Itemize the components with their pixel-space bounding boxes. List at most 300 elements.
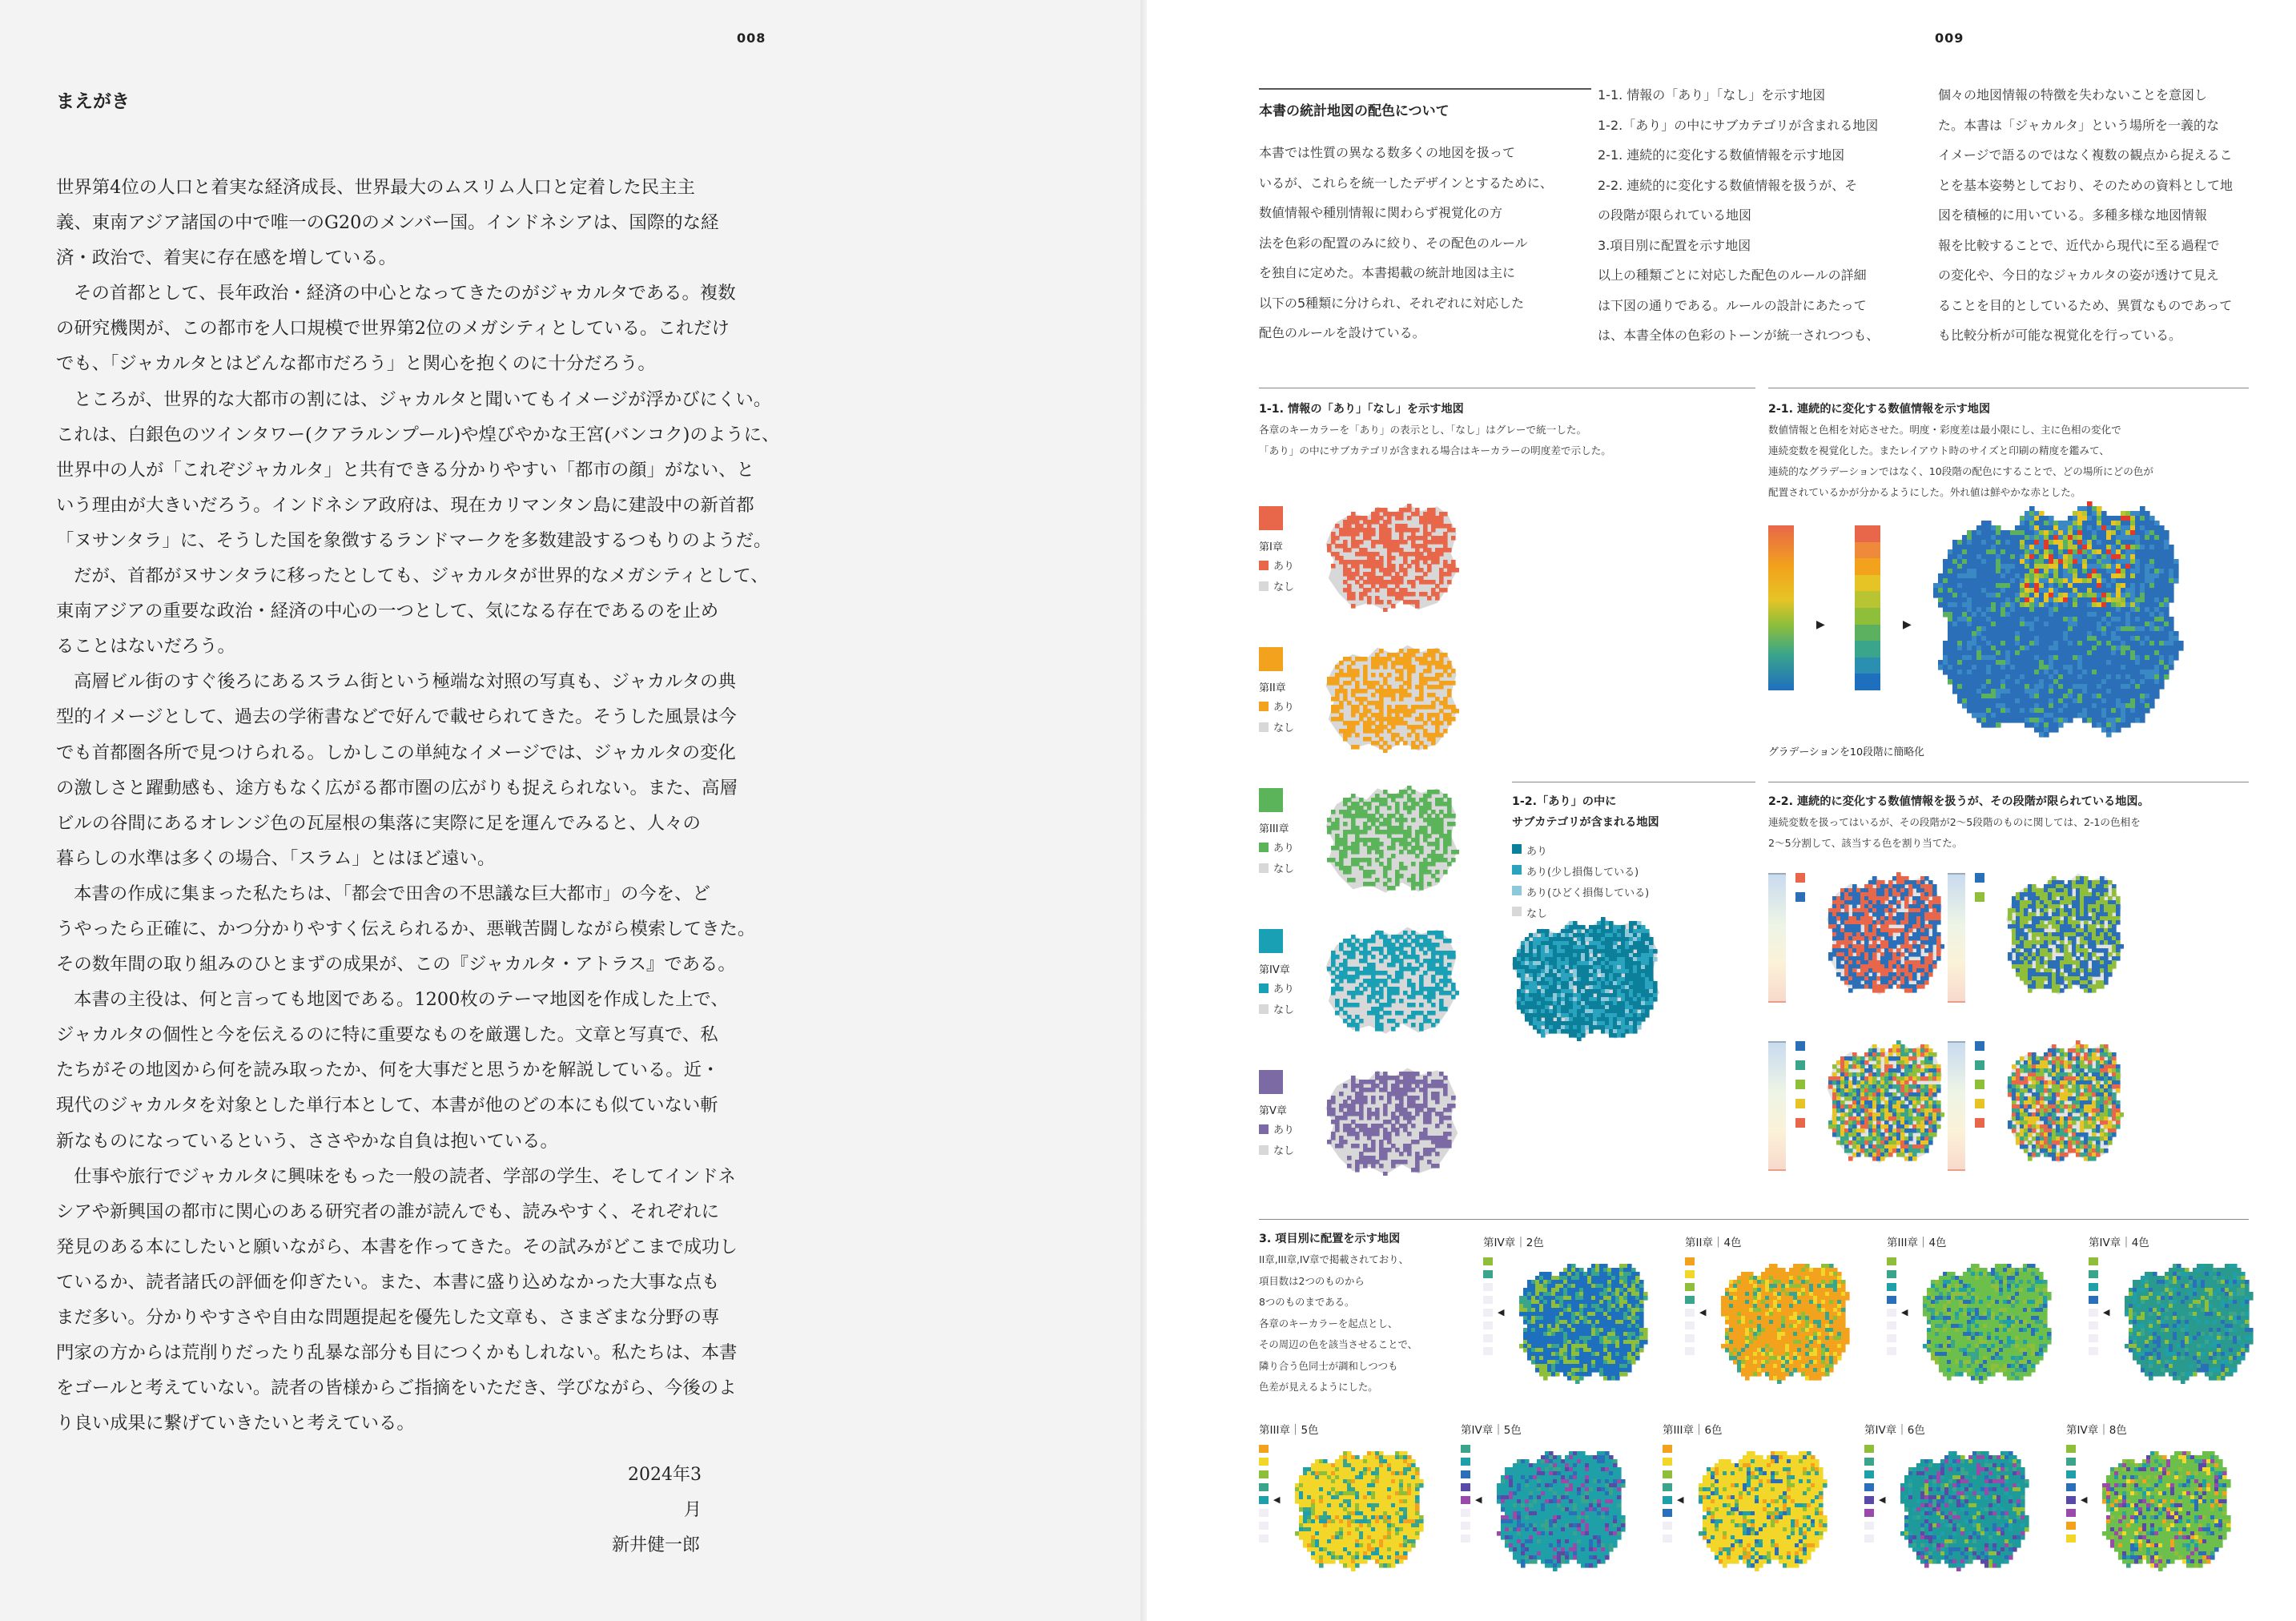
- text-line: 配置されているかが分かるようにした。外れ値は鮮やかな赤とした。: [1768, 486, 2081, 498]
- map-cells: [1513, 917, 1658, 1041]
- yes-swatch: [1259, 561, 1269, 570]
- category-chip: [1483, 1334, 1493, 1342]
- category-chip: [1864, 1470, 1874, 1478]
- text-line: 色差が見えるようにした。: [1259, 1381, 1378, 1393]
- value-chips: [1795, 873, 1805, 911]
- text-line: の変化や、今日的なジャカルタの姿が透けて見え: [1938, 267, 2219, 283]
- s21-choropleth-map: [1928, 492, 2185, 740]
- category-chip: [1663, 1535, 1672, 1543]
- text-line: 連続変数を扱ってはいるが、その段階が2〜5段階のものに関しては、2-1の色相を: [1768, 816, 2141, 828]
- text-line: た。本書は「ジャカルタ」という場所を一義的な: [1938, 117, 2220, 133]
- subcategory-swatch: [1512, 865, 1522, 875]
- text-line: 高層ビル街のすぐ後ろにあるスラム街という極端な対照の写真も、ジャカルタの典: [74, 671, 736, 693]
- category-chip: [1887, 1334, 1896, 1342]
- right-page: [1147, 0, 2296, 1621]
- text-line: 各章のキーカラーを起点とし、: [1259, 1317, 1398, 1329]
- category-chip: [1259, 1522, 1269, 1530]
- text-line: イメージで語るのではなく複数の観点から捉えるこ: [1938, 147, 2233, 163]
- category-map-label: 第IV章｜5色: [1461, 1424, 1522, 1437]
- value-chip: [1795, 892, 1805, 902]
- gradient-step: [1855, 558, 1880, 575]
- text-line: 連続変数を視覚化した。またレイアウト時のサイズと印刷の精度を鑑みて、: [1768, 444, 2109, 457]
- value-chip: [1975, 892, 1984, 902]
- category-chip: [1887, 1283, 1896, 1291]
- map-arrow-icon: ▶: [1903, 618, 1912, 631]
- category-chip: [2066, 1522, 2076, 1530]
- category-chip: [1685, 1321, 1695, 1329]
- category-pointer-icon: ◀: [1475, 1494, 1482, 1505]
- s11-description: [1259, 420, 1611, 461]
- category-map: [1717, 1256, 1852, 1384]
- value-chips: [1975, 873, 1984, 911]
- map-cells: [2102, 1451, 2231, 1571]
- gradient-step: [1855, 608, 1880, 625]
- category-chip: [1259, 1470, 1269, 1478]
- text-line: いるが、これらを統一したデザインとするために、: [1259, 175, 1553, 191]
- text-line: でも、「ジャカルタとはどんな都市だろう」と関心を抱くのに十分だろう。: [56, 353, 656, 375]
- category-map-label: 第IV章｜6色: [1864, 1424, 1925, 1437]
- subcategory-swatch: [1512, 886, 1522, 895]
- category-chip: [1663, 1470, 1672, 1478]
- text-line: り良い成果に繋げていきたいと考えている。: [56, 1413, 415, 1434]
- intro-column-3: [1938, 80, 2233, 351]
- category-pointer-icon: ◀: [1699, 1307, 1707, 1317]
- text-line: 暮らしの水準は多くの場合、「スラム」とはほど遠い。: [56, 847, 496, 869]
- preface-date: 2024年3月: [628, 1465, 702, 1520]
- text-line: とを基本姿勢としており、そのための資料として地: [1938, 177, 2234, 193]
- text-line: ることはないだろう。: [56, 636, 235, 658]
- category-chip: [1461, 1483, 1470, 1491]
- map-cells: [1923, 1264, 2052, 1384]
- category-chip: [2089, 1257, 2098, 1265]
- no-label: なし: [1273, 722, 1295, 734]
- subcategory-swatch: [1512, 907, 1522, 916]
- category-map: [1515, 1256, 1650, 1384]
- category-map: [2121, 1256, 2255, 1384]
- text-line: 本書では性質の異なる数多くの地図を扱って: [1259, 145, 1516, 160]
- s21-title: 2-1. 連続的に変化する数値情報を示す地図: [1768, 403, 1991, 416]
- text-line: 1-2.「あり」の中にサブカテゴリが含まれる地図: [1598, 117, 1879, 133]
- yes-label: あり: [1273, 561, 1295, 573]
- text-line: うやったら正確に、かつ分かりやすく伝えられるか、悪戦苦闘しながら模索してきた。: [56, 918, 756, 939]
- category-chip: [1259, 1458, 1269, 1466]
- map-cells: [1828, 1040, 1944, 1161]
- value-ramp: [1948, 1041, 1965, 1171]
- category-chip: [1663, 1496, 1672, 1504]
- chapter-key-swatch: [1259, 788, 1283, 812]
- gradient-step: [1855, 591, 1880, 608]
- category-chip: [1483, 1270, 1493, 1278]
- text-line: も比較分析が可能な視覚化を行っている。: [1938, 328, 2182, 343]
- category-chip: [1259, 1496, 1269, 1504]
- category-chip: [2089, 1321, 2098, 1329]
- value-chip: [1795, 873, 1805, 883]
- chapter-key-swatch: [1259, 929, 1283, 953]
- chapter-map: [1323, 1064, 1459, 1176]
- category-chip: [1259, 1509, 1269, 1517]
- no-swatch: [1259, 581, 1269, 591]
- gradient-arrow-icon: ▶: [1816, 618, 1825, 631]
- category-map-label: 第II章｜4色: [1685, 1237, 1742, 1249]
- value-chip: [1975, 1099, 1984, 1108]
- category-chip: [1461, 1445, 1470, 1453]
- s11-title: 1-1. 情報の「あり」「なし」を示す地図: [1259, 403, 1464, 416]
- category-chip: [1461, 1470, 1470, 1478]
- category-map: [1695, 1443, 1829, 1571]
- text-line: 仕事や旅行でジャカルタに興味をもった一般の読者、学部の学生、そしてインドネ: [74, 1165, 736, 1187]
- category-chip: [2066, 1458, 2076, 1466]
- chapter-label: 第III章: [1259, 823, 1289, 835]
- text-line: の激しさと躍動感も、途方もなく広がる都市圏の広がりも捉えられない。また、高層: [56, 777, 738, 798]
- left-page: [0, 0, 1147, 1621]
- text-line: 「あり」の中にサブカテゴリが含まれる場合はキーカラーの明度差で示した。: [1259, 444, 1611, 457]
- category-chip: [1663, 1509, 1672, 1517]
- map-cells: [1699, 1451, 1828, 1571]
- gradient-step: [1855, 525, 1880, 542]
- category-chip: [2066, 1483, 2076, 1491]
- category-chip: [1461, 1496, 1470, 1504]
- no-label: なし: [1273, 1145, 1295, 1157]
- map-cells: [1828, 872, 1944, 993]
- category-map-label: 第IV章｜4色: [2089, 1237, 2149, 1249]
- category-chip: [2089, 1347, 2098, 1355]
- text-line: 2〜5分割して、該当する色を割り当てた。: [1768, 837, 1963, 849]
- category-chip: [1864, 1509, 1874, 1517]
- map-cells: [1900, 1451, 2029, 1571]
- preface-signature: [612, 1458, 702, 1563]
- yes-swatch: [1259, 702, 1269, 711]
- text-line: 1-1. 情報の「あり」「なし」を示す地図: [1598, 87, 1826, 103]
- category-chip: [1663, 1458, 1672, 1466]
- subcategory-label: あり(ひどく損傷している): [1526, 887, 1650, 899]
- category-map-label: 第III章｜5色: [1259, 1424, 1319, 1437]
- category-map: [1896, 1443, 2031, 1571]
- intro-column-2: [1598, 80, 1879, 351]
- text-line: 以下の5種類に分けられ、それぞれに対応した: [1259, 295, 1525, 311]
- category-chips: [1663, 1445, 1672, 1547]
- category-chip: [1483, 1283, 1493, 1291]
- s12-title-2: サブカテゴリが含まれる地図: [1512, 816, 1659, 829]
- category-chip: [1685, 1270, 1695, 1278]
- map-cells: [1497, 1451, 1626, 1571]
- category-pointer-icon: ◀: [1879, 1494, 1886, 1505]
- category-chip: [1864, 1445, 1874, 1453]
- text-line: 本書の主役は、何と言っても地図である。1200枚のテーマ地図を作成した上で、: [74, 989, 729, 1011]
- yes-swatch: [1259, 843, 1269, 852]
- text-line: ところが、世界的な大都市の割には、ジャカルタと聞いてもイメージが浮かびにくい。: [74, 388, 772, 410]
- map-cells: [1295, 1451, 1424, 1571]
- category-chip: [1685, 1347, 1695, 1355]
- subcategory-label: なし: [1526, 908, 1548, 920]
- text-line: 数値情報と色相を対応させた。明度・彩度差は最小限にし、主に色相の変化で: [1768, 424, 2121, 436]
- text-line: 義、東南アジア諸国の中で唯一のG20のメンバー国。インドネシアは、国際的な経: [56, 212, 719, 234]
- chapter-map: [1323, 641, 1459, 753]
- text-line: 以上の種類ごとに対応した配色のルールの詳細: [1598, 267, 1867, 283]
- category-chip: [1685, 1257, 1695, 1265]
- text-line: 8つのものまである。: [1259, 1296, 1355, 1308]
- chapter-key-swatch: [1259, 506, 1283, 530]
- category-pointer-icon: ◀: [2081, 1494, 2088, 1505]
- category-chips: [1483, 1257, 1493, 1360]
- category-chip: [2066, 1496, 2076, 1504]
- text-line: でも首都圏各所で見つけられる。しかしこの単純なイメージでは、ジャカルタの変化: [56, 742, 736, 763]
- text-line: 東南アジアの重要な政治・経済の中心の一つとして、気になる存在であるのを止め: [56, 601, 719, 622]
- yes-label: あり: [1273, 983, 1295, 996]
- text-line: 個々の地図情報の特徴を失わないことを意図し: [1938, 87, 2208, 103]
- value-ramp: [1948, 873, 1965, 1003]
- text-line: これは、白銀色のツインタワー(クアラルンプール)や煌びやかな王宮(バンコク)のように、: [56, 424, 780, 445]
- gradient-step: [1855, 625, 1880, 642]
- text-line: をゴールと考えていない。読者の皆様からご指摘をいただき、学びながら、今後のよ: [56, 1378, 737, 1399]
- chapter-label: 第V章: [1259, 1105, 1287, 1117]
- text-line: 連続的なグラデーションではなく、10段階の配色にすることで、どの場所にどの色が: [1768, 465, 2153, 477]
- category-pointer-icon: ◀: [1273, 1494, 1281, 1505]
- value-chip: [1795, 1060, 1805, 1070]
- text-line: たちがその地図から何を読み取ったか、何を大事だと思うかを解説している。近・: [56, 1060, 720, 1081]
- no-swatch: [1259, 1004, 1269, 1014]
- category-chip: [1685, 1309, 1695, 1317]
- category-map: [1493, 1443, 1627, 1571]
- category-chip: [1887, 1347, 1896, 1355]
- category-chip: [1887, 1296, 1896, 1304]
- category-chip: [1887, 1270, 1896, 1278]
- text-line: 現代のジャカルタを対象とした単行本として、本書が他のどの本にも似ていない斬: [56, 1095, 718, 1116]
- chapter-map: [1323, 782, 1459, 894]
- category-chip: [2089, 1296, 2098, 1304]
- map-cells: [1933, 501, 2184, 738]
- yes-swatch: [1259, 983, 1269, 993]
- text-line: 門家の方からは荒削りだったり乱暴な部分も目につくかもしれない。私たちは、本書: [56, 1342, 738, 1364]
- category-chips: [1864, 1445, 1874, 1547]
- category-pointer-icon: ◀: [1677, 1494, 1684, 1505]
- category-chips: [1685, 1257, 1695, 1360]
- category-chip: [1483, 1309, 1493, 1317]
- intro-column-1: [1259, 138, 1553, 348]
- gradient-step: [1855, 658, 1880, 674]
- category-chip: [1864, 1522, 1874, 1530]
- category-chips: [1887, 1257, 1896, 1360]
- chapter-map: [1323, 500, 1459, 612]
- text-line: 2-2. 連続的に変化する数値情報を扱うが、そ: [1598, 177, 1858, 193]
- chapter-key-swatch: [1259, 647, 1283, 671]
- chapter-label: 第I章: [1259, 541, 1283, 553]
- no-label: なし: [1273, 863, 1295, 875]
- category-pointer-icon: ◀: [1498, 1307, 1505, 1317]
- category-chips: [1461, 1445, 1470, 1547]
- category-chip: [2089, 1334, 2098, 1342]
- gradient-step: [1855, 641, 1880, 658]
- continuous-gradient-bar: [1768, 525, 1794, 690]
- category-chip: [1663, 1445, 1672, 1453]
- category-chip: [1259, 1483, 1269, 1491]
- text-line: 済・政治で、着実に存在感を増している。: [56, 247, 396, 269]
- category-chip: [1887, 1309, 1896, 1317]
- gradient-step: [1855, 575, 1880, 592]
- value-chip: [1975, 1080, 1984, 1089]
- category-pointer-icon: ◀: [1901, 1307, 1908, 1317]
- chapter-label: 第IV章: [1259, 964, 1290, 976]
- text-line: 各章のキーカラーを「あり」の表示とし、「なし」はグレーで統一した。: [1259, 424, 1587, 436]
- text-line: ビルの谷間にあるオレンジ色の瓦屋根の集落に実際に足を運んでみると、人々の: [56, 812, 701, 834]
- text-line: の段階が限られている地図: [1598, 207, 1752, 223]
- chapter-label: 第II章: [1259, 682, 1286, 694]
- category-chip: [1483, 1296, 1493, 1304]
- map-cells: [1519, 1264, 1648, 1384]
- category-chip: [1259, 1535, 1269, 1543]
- no-swatch: [1259, 863, 1269, 873]
- category-chips: [2066, 1445, 2076, 1547]
- no-label: なし: [1273, 1004, 1295, 1016]
- text-line: を独自に定めた。本書掲載の統計地図は主に: [1259, 265, 1516, 280]
- stepped-gradient-bar: [1855, 525, 1880, 690]
- category-map: [2098, 1443, 2233, 1571]
- text-line: 隣り合う色同士が調和しつつも: [1259, 1359, 1398, 1372]
- category-chip: [1864, 1535, 1874, 1543]
- category-chip: [1685, 1296, 1695, 1304]
- text-line: 配色のルールを設けている。: [1259, 325, 1425, 340]
- category-chip: [1483, 1321, 1493, 1329]
- intro-rule: [1259, 88, 1591, 90]
- category-chip: [1461, 1522, 1470, 1530]
- text-line: ジャカルタの個性と今を伝えるのに特に重要なものを厳選した。文章と写真で、私: [56, 1024, 718, 1046]
- text-line: 法を色彩の配置のみに絞り、その配色のルール: [1259, 235, 1528, 251]
- s3-rule: [1259, 1219, 2249, 1220]
- value-chip: [1975, 1118, 1984, 1128]
- text-line: の研究機関が、この都市を人口規模で世界第2位のメガシティとしている。これだけ: [56, 318, 730, 340]
- category-chip: [1864, 1496, 1874, 1504]
- s12-map: [1509, 913, 1661, 1041]
- preface-title: まえがき: [56, 91, 130, 112]
- category-chip: [2089, 1270, 2098, 1278]
- text-line: 図を積極的に用いている。多種多様な地図情報: [1938, 207, 2208, 223]
- page-number: 009: [1935, 30, 1964, 46]
- text-line: 3.項目別に配置を示す地図: [1598, 237, 1751, 253]
- stepped-value-map: [1824, 868, 1944, 996]
- yes-label: あり: [1273, 702, 1295, 714]
- category-chip: [2066, 1535, 2076, 1543]
- text-line: 型的イメージとして、過去の学術書などで好んで載せられてきた。そうした風景は今: [56, 706, 737, 728]
- category-chip: [1685, 1334, 1695, 1342]
- category-chip: [2066, 1509, 2076, 1517]
- map-cells: [1721, 1264, 1850, 1384]
- subcategory-label: あり: [1526, 846, 1548, 858]
- text-line: ているか、読者諸氏の評価を仰ぎたい。また、本書に盛り込めなかった大事な点も: [56, 1271, 720, 1293]
- value-chip: [1975, 1041, 1984, 1051]
- no-swatch: [1259, 722, 1269, 732]
- category-chip: [1461, 1509, 1470, 1517]
- category-chip: [1663, 1483, 1672, 1491]
- text-line: その首都として、長年政治・経済の中心となってきたのがジャカルタである。複数: [74, 283, 736, 304]
- gradient-step: [1855, 674, 1880, 690]
- stepped-value-map: [2004, 1036, 2124, 1164]
- category-map-label: 第IV章｜8色: [2066, 1424, 2127, 1437]
- value-ramp: [1768, 1041, 1786, 1171]
- category-chip: [1663, 1522, 1672, 1530]
- text-line: II章,III章,IV章で掲載されており、: [1259, 1253, 1409, 1265]
- yes-label: あり: [1273, 843, 1295, 855]
- category-chip: [1483, 1257, 1493, 1265]
- text-line: まだ多い。分かりやすさや自由な問題提起を優先した文章も、さまざまな分野の専: [56, 1307, 720, 1328]
- value-chip: [1975, 1060, 1984, 1070]
- category-chip: [1461, 1458, 1470, 1466]
- text-line: だが、首都がヌサンタラに移ったとしても、ジャカルタが世界的なメガシティとして、: [74, 565, 769, 587]
- category-map-label: 第III章｜4色: [1887, 1237, 1947, 1249]
- category-chip: [1685, 1283, 1695, 1291]
- text-line: 「ヌサンタラ」に、そうした国を象徴するランドマークを多数建設するつもりのようだ。: [56, 529, 772, 551]
- s21-description: [1768, 420, 2153, 503]
- text-line: 世界中の人が「これぞジャカルタ」と共有できる分かりやすい「都市の顔」がない、と: [56, 459, 754, 481]
- text-line: 発見のある本にしたいと願いながら、本書を作ってきた。その試みがどこまで成功し: [56, 1236, 738, 1257]
- text-line: 新なものになっているという、ささやかな自負は抱いている。: [56, 1130, 558, 1152]
- yes-swatch: [1259, 1124, 1269, 1134]
- preface-author: 新井健一郎: [612, 1535, 701, 1555]
- gradient-step: [1855, 542, 1880, 559]
- text-line: 2-1. 連続的に変化する数値情報を示す地図: [1598, 147, 1845, 163]
- category-chip: [2066, 1445, 2076, 1453]
- value-chip: [1795, 1118, 1805, 1128]
- category-chips: [1259, 1445, 1269, 1547]
- value-ramp: [1768, 873, 1786, 1003]
- text-line: 数値情報や種別情報に関わらず視覚化の方: [1259, 205, 1503, 220]
- yes-label: あり: [1273, 1124, 1295, 1136]
- category-chip: [2089, 1309, 2098, 1317]
- category-chip: [1461, 1535, 1470, 1543]
- value-chip: [1795, 1099, 1805, 1108]
- category-chip: [1483, 1347, 1493, 1355]
- category-chips: [2089, 1257, 2098, 1360]
- map-cells: [2125, 1264, 2254, 1384]
- s22-title: 2-2. 連続的に変化する数値情報を扱うが、その段階が限られている地図。: [1768, 795, 2149, 808]
- text-line: 報を比較することで、近代から現代に至る過程で: [1938, 237, 2220, 253]
- chapter-key-swatch: [1259, 1070, 1283, 1094]
- category-chip: [2066, 1470, 2076, 1478]
- text-line: は、本書全体の色彩のトーンが統一されつつも、: [1598, 328, 1880, 343]
- value-chips: [1975, 1041, 1984, 1137]
- category-chip: [1864, 1458, 1874, 1466]
- text-line: 項目数は2つのものから: [1259, 1274, 1365, 1287]
- subcategory-label: あり(少し損傷している): [1526, 867, 1639, 879]
- no-swatch: [1259, 1145, 1269, 1155]
- value-chip: [1975, 873, 1984, 883]
- subcategory-swatch: [1512, 844, 1522, 854]
- text-line: 世界第4位の人口と着実な経済成長、世界最大のムスリム人口と定着した民主主: [56, 177, 695, 198]
- s22-description: [1768, 812, 2141, 854]
- category-map: [1919, 1256, 2053, 1384]
- category-map-label: 第III章｜6色: [1663, 1424, 1723, 1437]
- text-line: その周辺の色を該当させることで、: [1259, 1338, 1418, 1350]
- gradient-caption: グラデーションを10段階に簡略化: [1768, 746, 1924, 758]
- text-line: は下図の通りである。ルールの設計にあたって: [1598, 297, 1867, 313]
- page-number: 008: [737, 30, 766, 46]
- category-map-label: 第IV章｜2色: [1483, 1237, 1544, 1249]
- value-chip: [1795, 1041, 1805, 1051]
- chapter-map: [1323, 923, 1459, 1035]
- value-chip: [1795, 1080, 1805, 1089]
- category-pointer-icon: ◀: [2103, 1307, 2110, 1317]
- category-map: [1291, 1443, 1425, 1571]
- stepped-value-map: [1824, 1036, 1944, 1164]
- category-chip: [1887, 1257, 1896, 1265]
- category-chip: [1864, 1483, 1874, 1491]
- s3-title: 3. 項目別に配置を示す地図: [1259, 1233, 1401, 1245]
- category-chip: [1887, 1321, 1896, 1329]
- category-chip: [1259, 1445, 1269, 1453]
- text-line: いう理由が大きいだろう。インドネシア政府は、現在カリマンタン島に建設中の新首都: [56, 494, 754, 516]
- intro-title: 本書の統計地図の配色について: [1259, 103, 1450, 119]
- text-line: その数年間の取り組みのひとまずの成果が、この『ジャカルタ・アトラス』である。: [56, 954, 736, 975]
- text-line: 本書の作成に集まった私たちは、「都会で田舎の不思議な巨大都市」の今を、ど: [74, 883, 710, 904]
- text-line: シアや新興国の都市に関心のある研究者の誰が読んでも、読みやすく、それぞれに: [56, 1201, 720, 1222]
